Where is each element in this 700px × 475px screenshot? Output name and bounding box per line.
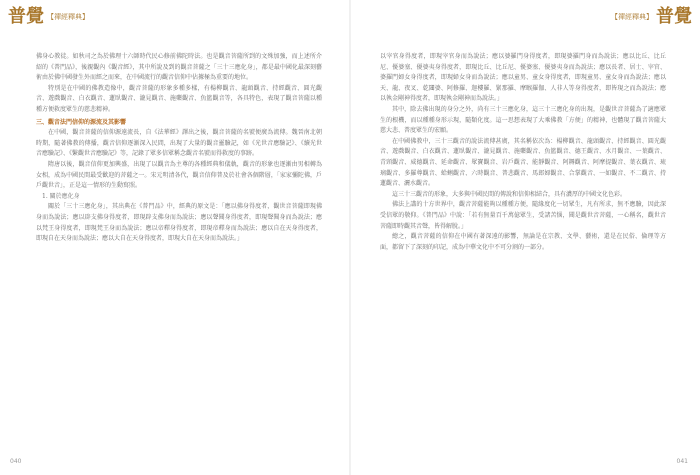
section-heading: 三、觀音法門信仰的源流及其影響	[36, 118, 127, 126]
paragraph: 特別是在中國的佛教造像中，觀音菩薩的形象多種多樣，有楊柳觀音、龍頭觀音、持經觀音、圓光觀音、遊戲觀音、白衣觀音、蓮臥觀音、瀧見觀音、施藥觀音、魚籃觀音等，各具特色，表現了觀音菩薩以種種方便救度眾生的慈悲精神。	[36, 84, 322, 113]
paragraph: 以宰官身得度者，即現宰官身而為說法；應以婆羅門身得度者，即現婆羅門身而為說法；應以比丘、比丘尼、優婆塞、優婆夷身得度者，即現比丘、比丘尼、優婆塞、優婆夷身而為說法；應以長者、居士、宰官、婆羅門婦女身得度者，即現婦女身而為說法；應以童男、童女身得度者，即現童男、童女身而為說法；應以天、龍、夜叉、乾闥婆、阿修羅、迦樓羅、緊那羅、摩睺羅伽、人非人等身得度者，即皆現之而為說法；應以執金剛神得度者，即現執金剛神而為說法。」	[380, 53, 666, 103]
paragraph: 這三十三觀音的形象，大多與中國民間的傳說和信仰相結合，具有濃厚的中國文化色彩。	[392, 190, 627, 198]
header-tagline: 【禪經釋典】	[611, 12, 653, 21]
logo: 普覺	[656, 6, 692, 27]
paragraph: 佛法上講的十方世界中，觀音菩薩能夠以種種方便，隨緣度化一切眾生，凡有所求，無不應驗，因此深受信眾的敬仰。《普門品》中說：「若有無量百千萬億眾生，受諸苦惱，聞是觀世音菩薩，一心稱名，觀世音菩薩即時觀其音聲，皆得解脫。」	[380, 201, 666, 230]
left-page-body	[36, 52, 322, 245]
logo: 普覺	[8, 6, 44, 27]
page-number: 040	[10, 458, 22, 465]
right-page	[350, 0, 700, 475]
paragraph: 佛身心教徒。如秋司之為於佛理十六師時代民心修前佛陀時法。也是觀音菩薩所到的文殊加強，而上述所介紹的《普門品》，後親觀內《觀音經》，其中所說及到的觀音菩薩之「三十三應化身」，都是最中國化最深刻藝術由於佛中國發生外而經之而來，在中國流行的觀音信仰中佔據極為重要的地位。	[36, 53, 322, 82]
subsection-heading: 1. 關於應化身	[42, 192, 80, 200]
right-page-body	[380, 52, 666, 253]
paragraph: 在中國，觀音菩薩的信仰源遠流長，自《法華經》譯出之後，觀音菩薩的名號便廣為流傳。魏晉南北朝時期，隨著佛教的傳播，觀音信仰逐漸深入民間，出現了大量的觀音靈驗記，如《光世音應驗記》、《續光世音應驗記》、《繫觀世音應驗記》等，記錄了眾多信眾稱念觀音名號而得救度的事跡。	[36, 129, 322, 158]
left-page-header	[8, 8, 89, 26]
header-tagline: 【禪經釋典】	[47, 12, 89, 21]
paragraph: 其中，除去佛出現的身分之外，尚有三十三應化身，這三十三應化身的出現，是觀世音菩薩為了適應眾生的根機，而以種種身形示現，隨類化度。這一思想表現了大乘佛教「方便」的精神，也體現了觀音菩薩大慈大悲、普度眾生的宏願。	[380, 105, 666, 135]
paragraph: 隋唐以後，觀音信仰更加興盛，出現了以觀音為主尊的各種經典和儀軌，觀音的形象也逐漸由男相轉為女相，成為中國民間最受歡迎的菩薩之一。宋元明清各代，觀音信仰普及於社會各個階層，「家家彌陀佛，戶戶觀世音」，正是這一情形的生動寫照。	[36, 160, 322, 190]
paragraph: 關於「三十三應化身」，其出典在《普門品》中，經典的原文是：「應以佛身得度者，觀世音菩薩即現佛身而為說法；應以辟支佛身得度者，即現辟支佛身而為說法；應以聲聞身得度者，即現聲聞身而為說法；應以梵王身得度者，即現梵王身而為說法；應以帝釋身得度者，即現帝釋身而為說法；應以自在天身得度者，即現自在天身而為說法；應以大自在天身得度者，即現大自在天身而為說法。」	[36, 203, 322, 243]
right-page-header	[611, 8, 692, 26]
paragraph: 總之，觀音菩薩的信仰在中國有著深遠的影響，無論是在宗教、文學、藝術，還是在民俗、倫理等方面，都留下了深刻的印記，成為中華文化中不可分割的一部分。	[380, 233, 666, 251]
paragraph: 在中國佛教中，三十三觀音的說法流傳甚廣，其名稱依次為：楊柳觀音、龍頭觀音、持經觀音、圓光觀音、遊戲觀音、白衣觀音、蓮臥觀音、瀧見觀音、施藥觀音、魚籃觀音、德王觀音、水月觀音、一葉觀音、青頸觀音、威德觀音、延命觀音、眾寶觀音、岩戶觀音、能靜觀音、阿耨觀音、阿摩提觀音、葉衣觀音、琉璃觀音、多羅尊觀音、蛤蜊觀音、六時觀音、普悲觀音、馬郎婦觀音、合掌觀音、一如觀音、不二觀音、持蓮觀音、灑水觀音。	[380, 137, 666, 188]
page-number: 041	[676, 458, 688, 465]
